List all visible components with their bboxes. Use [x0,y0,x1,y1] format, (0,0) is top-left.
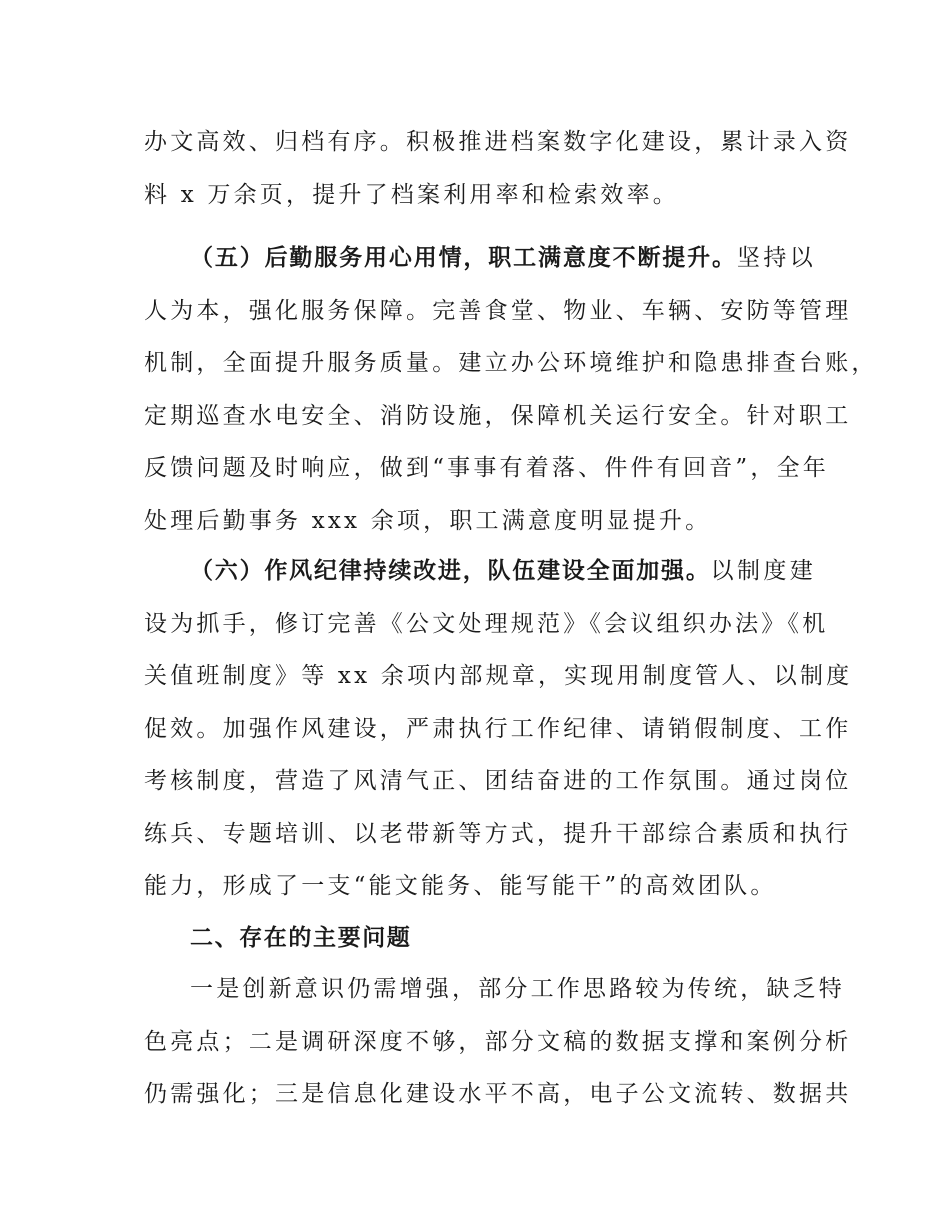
paragraph-problems [144,963,852,1121]
subheading-discipline: （六）作风纪律持续改进，队伍建设全面加强。 [190,558,711,584]
paragraph-line: 色亮点；二是调研深度不够，部分文稿的数据支撑和案例分析 [144,1028,852,1055]
paragraph-line: 定期巡查水电安全、消防设施，保障机关运行安全。针对职工 [144,402,852,429]
paragraph-line: 处理后勤事务 xxx 余项，职工满意度明显提升。 [144,507,712,534]
paragraph-line: 人为本，强化服务保障。完善食堂、物业、车辆、安防等管理 [144,297,852,324]
paragraph-line: 促效。加强作风建设，严肃执行工作纪律、请销假制度、工作 [144,715,852,742]
paragraph-line: 一是创新意识仍需增强，部分工作思路较为传统，缺乏特 [190,976,845,1002]
paragraph-logistics [144,232,878,547]
paragraph-line: 练兵、专题培训、以老带新等方式，提升干部综合素质和执行 [144,820,852,847]
paragraph-line: 仍需强化；三是信息化建设水平不高，电子公文流转、数据共 [144,1081,852,1107]
paragraph-line: 考核制度，营造了风清气正、团结奋进的工作氛围。通过岗位 [144,768,852,794]
paragraph-archives [144,116,852,221]
paragraph-discipline [144,545,853,913]
paragraph-line: 设为抓手，修订完善《公文处理规范》《会议组织办法》《机 [144,610,829,637]
paragraph-line: 机制，全面提升服务质量。建立办公环境维护和隐患排查台账， [144,350,878,376]
paragraph-line-rest: 坚持以 [736,245,816,271]
paragraph-line: 反馈问题及时响应，做到“事事有着落、件件有回音”，全年 [144,455,829,481]
section-heading-problems: 二、存在的主要问题 [190,925,412,951]
paragraph-first-line [144,545,816,598]
subheading-logistics: （五）后勤服务用心用情，职工满意度不断提升。 [190,245,737,271]
paragraph-line: 关值班制度》等 xx 余项内部规章，实现用制度管人、以制度 [144,663,853,689]
paragraph-first-line [144,232,816,285]
paragraph-line-rest: 以制度建 [710,558,816,584]
paragraph-line: 办文高效、归档有序。积极推进档案数字化建设，累计录入资 [144,129,852,155]
paragraph-line: 料 x 万余页，提升了档案利用率和检索效率。 [144,181,679,208]
paragraph-line: 能力，形成了一支“能文能务、能写能干”的高效团队。 [144,873,777,899]
